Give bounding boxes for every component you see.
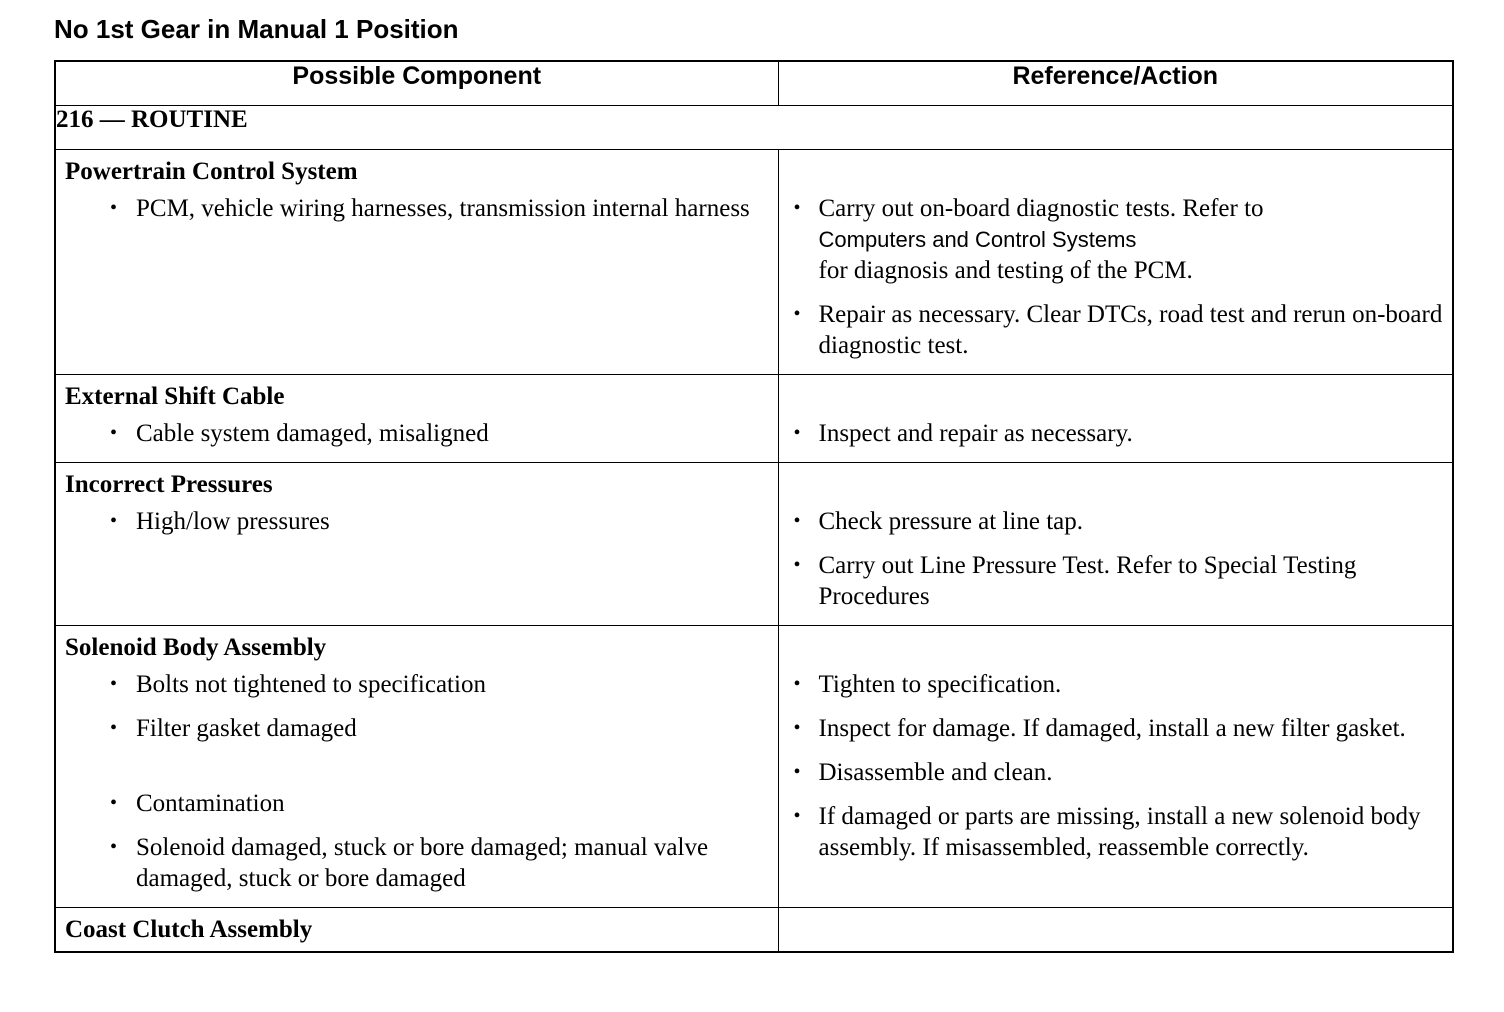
cause-text: Cable system damaged, misaligned <box>136 420 489 447</box>
reference-link[interactable]: Computers and Control Systems <box>818 227 1137 252</box>
table-row <box>55 150 1453 375</box>
cause-text: Filter gasket damaged <box>136 715 357 742</box>
action-cell <box>778 375 1453 463</box>
component-title: Coast Clutch Assembly <box>65 916 313 943</box>
component-cell <box>55 626 778 908</box>
bullet-icon: • <box>793 761 801 783</box>
table-row <box>55 375 1453 463</box>
action-text: Disassemble and clean. <box>818 759 1053 786</box>
header-possible-component: Possible Component <box>55 61 778 106</box>
component-cell <box>55 150 778 375</box>
action-text: for diagnosis and testing of the PCM. <box>818 257 1193 284</box>
action-text: Repair as necessary. Clear DTCs, road test and rerun on-board diagnostic test. <box>818 301 1443 359</box>
bullet-icon: • <box>110 717 118 739</box>
page-title: No 1st Gear in Manual 1 Position <box>54 14 459 44</box>
action-text: If damaged or parts are missing, install a new solenoid body assembly. If misassembled, reassemble correctly. <box>818 803 1421 861</box>
cause-item <box>56 669 778 700</box>
action-text: Carry out on-board diagnostic tests. Refer to <box>818 195 1264 222</box>
action-item <box>779 757 1453 788</box>
cause-text: Solenoid damaged, stuck or bore damaged; manual valve damaged, stuck or bore damaged <box>136 834 709 892</box>
action-text: Check pressure at line tap. <box>818 508 1083 535</box>
component-title: Incorrect Pressures <box>65 471 273 498</box>
cause-text: High/low pressures <box>136 508 330 535</box>
bullet-icon: • <box>793 717 801 739</box>
action-item <box>779 550 1453 612</box>
action-cell <box>778 463 1453 626</box>
bullet-icon: • <box>110 836 118 858</box>
cause-item <box>56 788 778 819</box>
bullet-icon: • <box>110 422 118 444</box>
table-header-row <box>55 61 1453 106</box>
action-text: Tighten to specification. <box>818 671 1062 698</box>
bullet-icon: • <box>793 303 801 325</box>
bullet-icon: • <box>793 673 801 695</box>
action-cell <box>778 150 1453 375</box>
bullet-icon: • <box>110 510 118 532</box>
header-reference-action: Reference/Action <box>778 61 1453 106</box>
bullet-icon: • <box>793 805 801 827</box>
component-title: Powertrain Control System <box>65 158 358 185</box>
bullet-icon: • <box>110 792 118 814</box>
cause-item <box>56 713 778 744</box>
action-text: Inspect for damage. If damaged, install a new filter gasket. <box>818 715 1406 742</box>
bullet-icon: • <box>793 554 801 576</box>
bullet-icon: • <box>110 197 118 219</box>
action-item <box>779 193 1453 286</box>
bullet-icon: • <box>793 510 801 532</box>
diagnosis-table <box>54 60 1454 953</box>
component-title: Solenoid Body Assembly <box>65 634 327 661</box>
bullet-icon: • <box>793 422 801 444</box>
component-cell <box>55 463 778 626</box>
cause-text: PCM, vehicle wiring harnesses, transmission internal harness <box>136 195 750 222</box>
action-item <box>779 801 1453 863</box>
table-row <box>55 463 1453 626</box>
action-cell <box>778 626 1453 908</box>
table-row <box>55 626 1453 908</box>
cause-item <box>56 193 778 224</box>
cause-item <box>56 418 778 449</box>
table-row <box>55 908 1453 953</box>
cause-item <box>56 506 778 537</box>
action-item <box>779 299 1453 361</box>
action-item <box>779 669 1453 700</box>
component-cell <box>55 375 778 463</box>
action-item <box>779 418 1453 449</box>
cause-item <box>56 832 778 894</box>
bullet-icon: • <box>793 197 801 219</box>
action-text: Inspect and repair as necessary. <box>818 420 1133 447</box>
action-text: Carry out Line Pressure Test. Refer to Special Testing Procedures <box>818 552 1357 610</box>
cause-text: Contamination <box>136 790 285 817</box>
cause-text: Bolts not tightened to specification <box>136 671 486 698</box>
component-title: External Shift Cable <box>65 383 285 410</box>
action-cell <box>778 908 1453 953</box>
routine-row <box>55 106 1453 150</box>
bullet-icon: • <box>110 673 118 695</box>
action-item <box>779 713 1453 744</box>
action-item <box>779 506 1453 537</box>
component-cell <box>55 908 778 953</box>
routine-label: 216 — ROUTINE <box>55 106 1453 150</box>
